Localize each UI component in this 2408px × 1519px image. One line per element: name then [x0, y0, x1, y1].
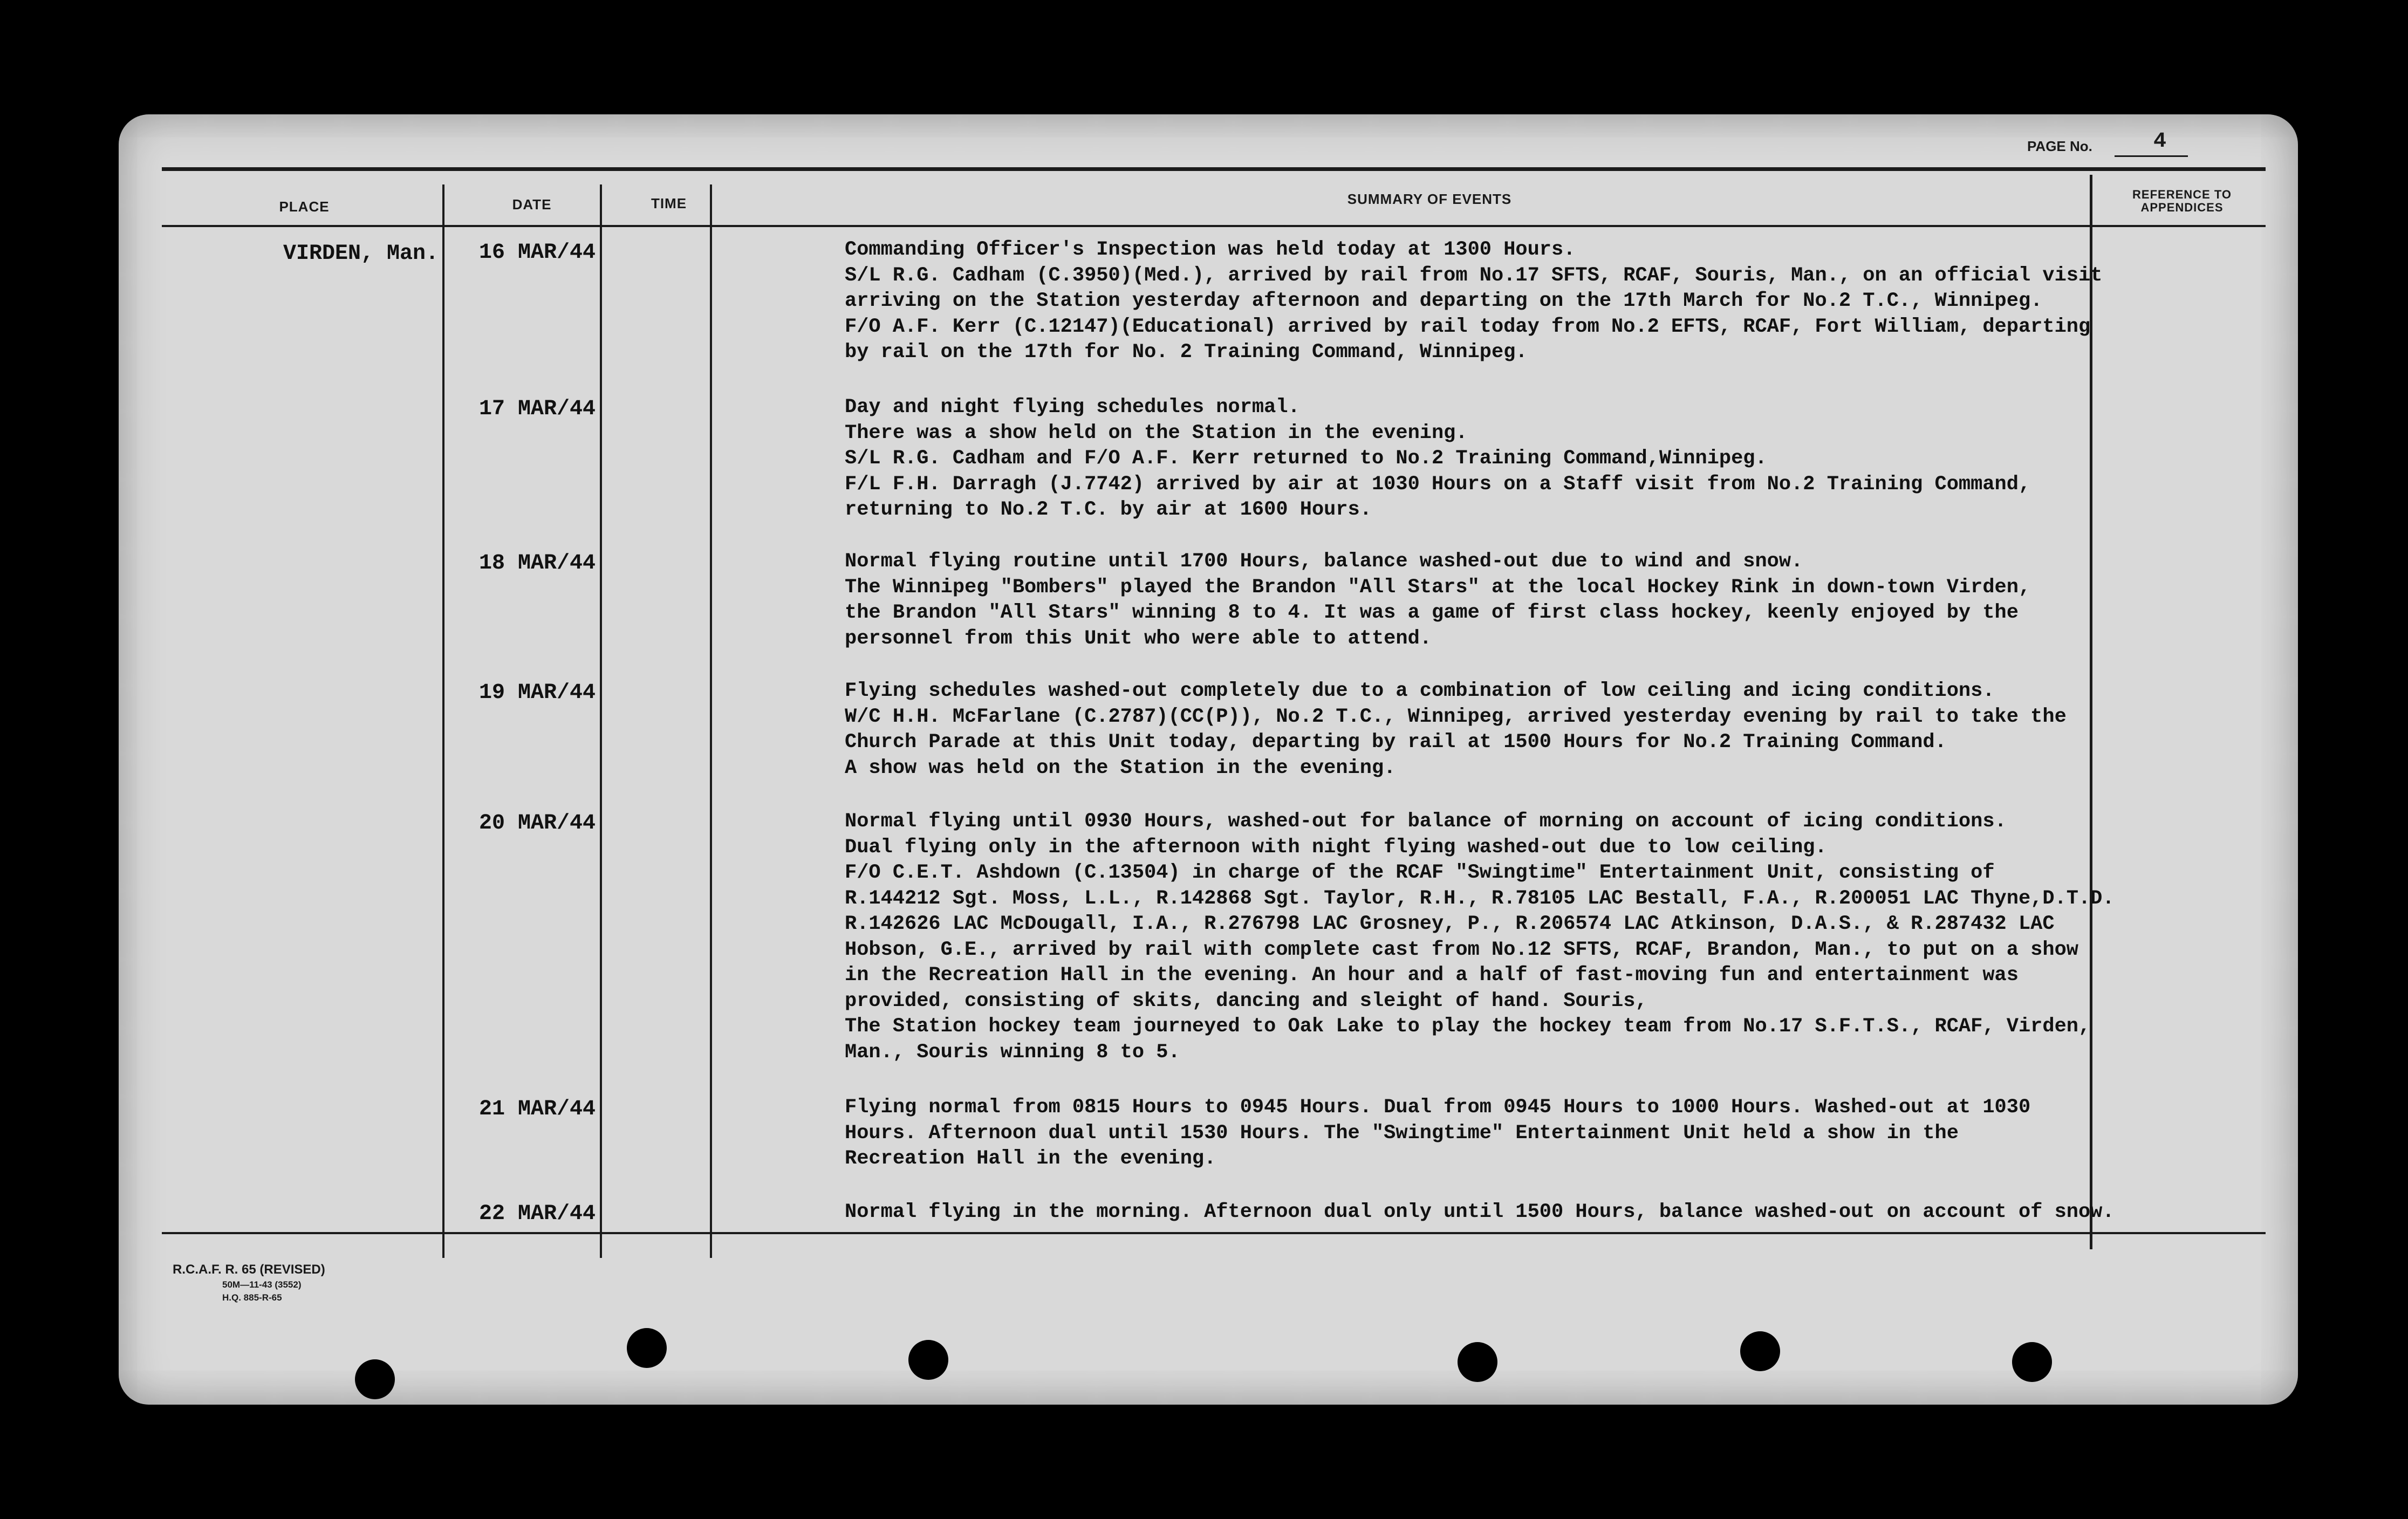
summary-line: R.142626 LAC McDougall, I.A., R.276798 LAC Grosney, P., R.206574 LAC Atkinson, D.A.S., & R.287432 LAC [845, 913, 2055, 935]
header-bottom-rule [162, 225, 2266, 227]
entry-date: 16 MAR/44 [479, 241, 596, 265]
punch-hole [355, 1359, 395, 1399]
place-value: VIRDEN, Man. [283, 242, 439, 266]
entry-date: 22 MAR/44 [479, 1202, 596, 1226]
column-divider-time-summary [710, 184, 712, 1258]
punch-hole [627, 1328, 667, 1368]
entry-date: 19 MAR/44 [479, 681, 596, 705]
column-divider-place-date [442, 184, 444, 1258]
summary-line: Normal flying in the morning. Afternoon dual only until 1500 Hours, balance washed-out on account of snow. [845, 1201, 2115, 1223]
summary-line: returning to No.2 T.C. by air at 1600 Hours. [845, 498, 1372, 521]
column-header-date: DATE [512, 196, 552, 213]
summary-line: Dual flying only in the afternoon with night flying washed-out due to low ceiling. [845, 836, 1827, 859]
diary-form-card [119, 114, 2298, 1405]
summary-line: Hobson, G.E., arrived by rail with complete cast from No.12 SFTS, RCAF, Brandon, Man., to put on a show [845, 938, 2078, 961]
summary-line: Normal flying routine until 1700 Hours, balance washed-out due to wind and snow. [845, 550, 1803, 573]
page-number-value: 4 [2153, 129, 2167, 154]
column-header-summary: SUMMARY OF EVENTS [1347, 191, 1512, 207]
form-bottom-rule [162, 1232, 2266, 1234]
summary-line: The Winnipeg "Bombers" played the Brandon "All Stars" at the local Hockey Rink in down-town Virden, [845, 576, 2031, 599]
entry-summary-20-mar [845, 809, 2274, 1065]
page-number-label: PAGE No. [2027, 138, 2092, 154]
column-header-time: TIME [651, 195, 687, 211]
summary-line: arriving on the Station yesterday afternoon and departing on the 17th March for No.2 T.C., Winnipeg. [845, 290, 2043, 312]
summary-line: personnel from this Unit who were able to attend. [845, 627, 1432, 650]
form-id-line3: H.Q. 885-R-65 [222, 1292, 282, 1303]
form-id-line2: 50M—11-43 (3552) [222, 1279, 302, 1290]
summary-line: F/O C.E.T. Ashdown (C.13504) in charge of the RCAF "Swingtime" Entertainment Unit, consisting of [845, 861, 1995, 884]
column-header-reference-line1: REFERENCE TO [2132, 188, 2232, 201]
summary-line: provided, consisting of skits, dancing and sleight of hand. Souris, [845, 989, 1647, 1012]
summary-line: F/L F.H. Darragh (J.7742) arrived by air at 1030 Hours on a Staff visit from No.2 Training Command, [845, 473, 2031, 496]
summary-line: Commanding Officer's Inspection was held today at 1300 Hours. [845, 238, 1576, 261]
punch-hole [1458, 1342, 1497, 1382]
entry-date: 17 MAR/44 [479, 397, 596, 421]
summary-line: F/O A.F. Kerr (C.12147)(Educational) arrived by rail today from No.2 EFTS, RCAF, Fort William, departing [845, 315, 2091, 338]
summary-line: There was a show held on the Station in the evening. [845, 421, 1468, 444]
entry-summary-16-mar [845, 237, 2274, 366]
summary-line: S/L R.G. Cadham and F/O A.F. Kerr returned to No.2 Training Command,Winnipeg. [845, 447, 1767, 470]
summary-line: Recreation Hall in the evening. [845, 1147, 1216, 1170]
header-top-rule [162, 167, 2266, 171]
summary-line: in the Recreation Hall in the evening. An hour and a half of fast-moving fun and entertainment was [845, 964, 2019, 987]
summary-line: Flying normal from 0815 Hours to 0945 Hours. Dual from 0945 Hours to 1000 Hours. Washed-out at 1030 [845, 1096, 2031, 1119]
form-id-line1: R.C.A.F. R. 65 (REVISED) [173, 1262, 325, 1277]
page-number-underline [2115, 155, 2188, 157]
punch-hole [908, 1340, 948, 1380]
summary-line: Day and night flying schedules normal. [845, 396, 1300, 419]
summary-line: R.144212 Sgt. Moss, L.L., R.142868 Sgt. Taylor, R.H., R.78105 LAC Bestall, F.A., R.200051 LAC Thyne,D.T.D. [845, 887, 2115, 910]
punch-hole [2012, 1342, 2052, 1382]
summary-line: Church Parade at this Unit today, departing by rail at 1500 Hours for No.2 Training Command. [845, 731, 1947, 754]
entry-summary-17-mar [845, 395, 2274, 523]
column-header-place: PLACE [279, 199, 330, 215]
summary-line: The Station hockey team journeyed to Oak Lake to play the hockey team from No.17 S.F.T.S., RCAF, Virden, [845, 1015, 2091, 1038]
summary-line: W/C H.H. McFarlane (C.2787)(CC(P)), No.2 T.C., Winnipeg, arrived yesterday evening by rail to take the [845, 705, 2067, 728]
summary-line: Man., Souris winning 8 to 5. [845, 1041, 1180, 1064]
summary-line: the Brandon "All Stars" winning 8 to 4. It was a game of first class hockey, keenly enjoyed by the [845, 601, 2019, 624]
entry-summary-21-mar [845, 1095, 2274, 1172]
entry-summary-19-mar [845, 679, 2274, 781]
summary-line: A show was held on the Station in the evening. [845, 756, 1396, 779]
entry-summary-22-mar [845, 1200, 2274, 1226]
entry-summary-18-mar [845, 549, 2274, 652]
summary-line: Normal flying until 0930 Hours, washed-out for balance of morning on account of icing conditions. [845, 810, 2007, 833]
summary-line: Hours. Afternoon dual until 1530 Hours. The "Swingtime" Entertainment Unit held a show in the [845, 1121, 1959, 1145]
entry-date: 21 MAR/44 [479, 1097, 596, 1121]
entry-date: 18 MAR/44 [479, 551, 596, 576]
punch-hole [1740, 1331, 1780, 1371]
column-header-reference-line2: APPENDICES [2140, 201, 2224, 214]
column-divider-date-time [600, 184, 602, 1258]
summary-line: by rail on the 17th for No. 2 Training Command, Winnipeg. [845, 341, 1528, 364]
summary-line: Flying schedules washed-out completely due to a combination of low ceiling and icing conditions. [845, 680, 1995, 702]
entry-date: 20 MAR/44 [479, 811, 596, 836]
summary-line: S/L R.G. Cadham (C.3950)(Med.), arrived by rail from No.17 SFTS, RCAF, Souris, Man., on an official visit [845, 264, 2103, 287]
